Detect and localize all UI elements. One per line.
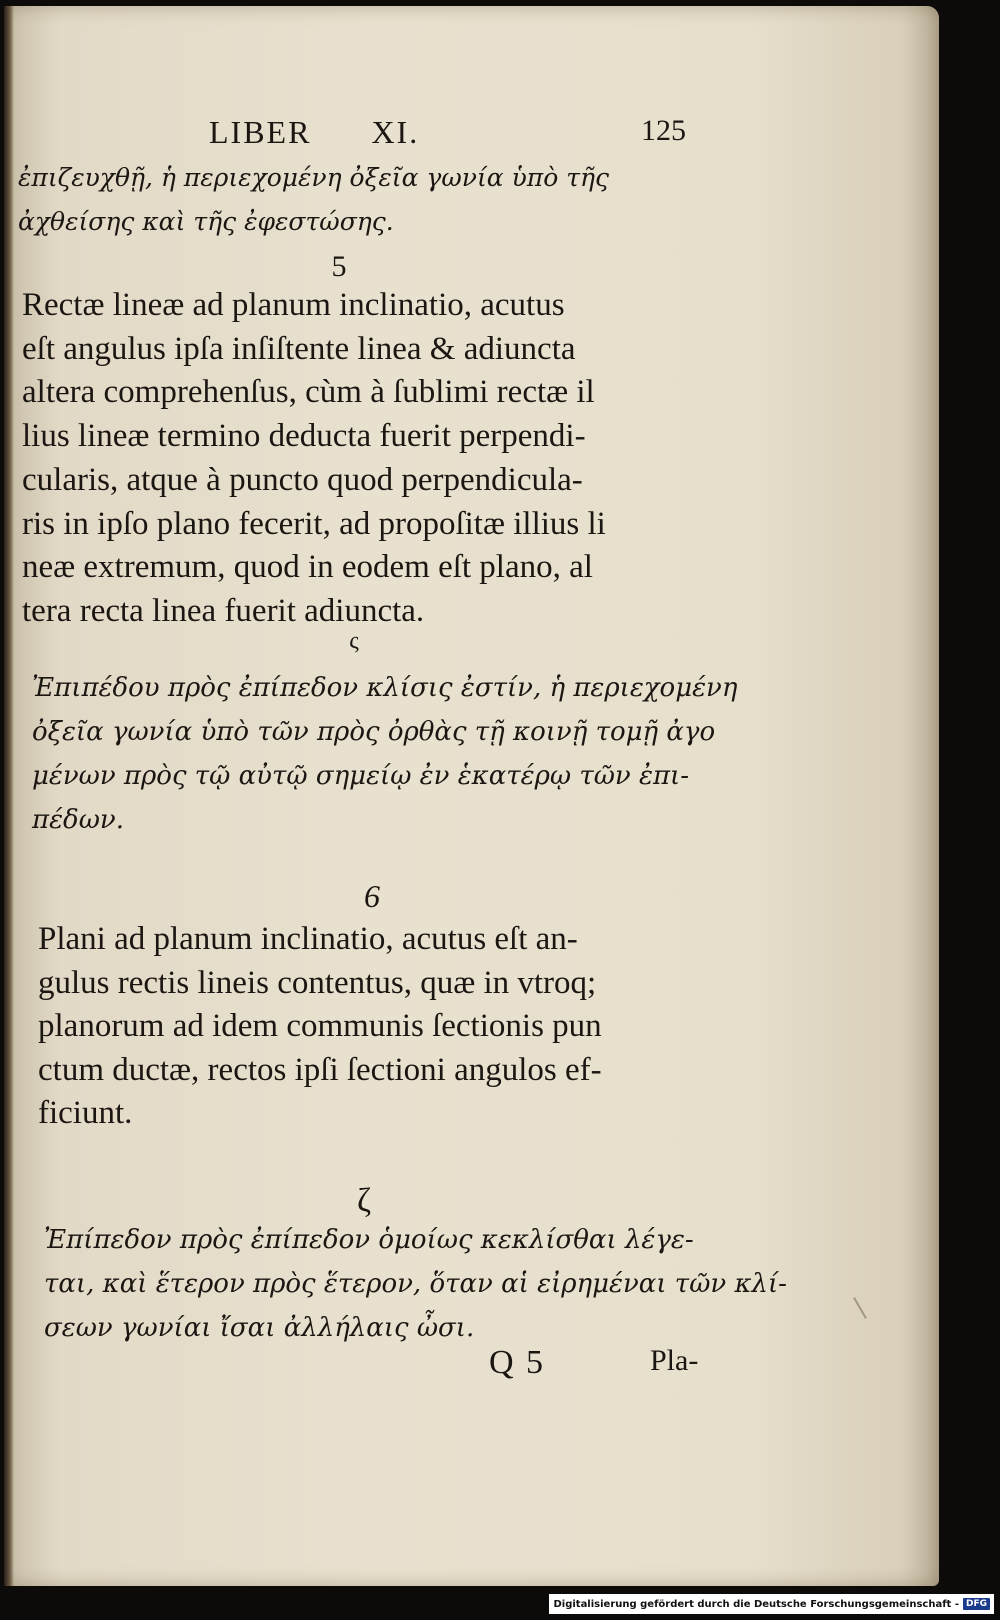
running-head: LIBER XI. [209, 114, 420, 150]
text-line: Ἐπίπεδον πρὸς ἐπίπεδον ὁμοίως κεκλίσθαι λέγε- [44, 1225, 694, 1255]
definition-greek-7 [44, 1218, 787, 1350]
text-line: Rectæ lineæ ad planum inclinatio, acutus [22, 287, 565, 323]
text-line: ficiunt. [38, 1095, 133, 1132]
text-line: Plani ad planum inclinatio, acutus eſt an- [38, 921, 578, 957]
text-line: neæ extremum, quod in eodem eſt plano, al [22, 549, 593, 586]
greek-intro-text [18, 156, 698, 244]
greek-number-6: ς [349, 628, 359, 654]
text-line: πέδων. [32, 805, 124, 835]
pencil-mark [853, 1297, 867, 1319]
greek-number-7: ζ [356, 1182, 372, 1219]
binding-edge [4, 6, 14, 1586]
text-line: tera recta linea fuerit adiuncta. [22, 592, 425, 629]
text-line: ἐπιζευχθῇ, ἡ περιεχομένη ὀξεῖα γωνία ὑπὸ τῆς [18, 163, 610, 192]
page-number: 125 [641, 114, 686, 147]
text-line: cularis, atque à puncto quod perpendicula- [22, 461, 583, 498]
book-page [4, 6, 939, 1586]
signature-mark: Q 5 [489, 1344, 546, 1381]
catchword: Pla- [650, 1344, 699, 1377]
text-line: ται, καὶ ἕτερον πρὸς ἕτερον, ὅταν αἱ εἰρημέναι τῶν κλί- [44, 1269, 787, 1299]
text-line: ἀχθείσης καὶ τῆς ἐφεστώσης. [18, 207, 394, 236]
text-line: ὀξεῖα γωνία ὑπὸ τῶν πρὸς ὀρθὰς τῇ κοινῇ τομῇ ἀγο [32, 717, 716, 747]
text-line: eſt angulus ipſa inſiſtente linea & adiuncta [22, 330, 576, 367]
text-line: Ἐπιπέδου πρὸς ἐπίπεδον κλίσις ἐστίν, ἡ περιεχομένη [32, 673, 738, 703]
definition-5-latin [22, 284, 702, 634]
definition-number-6: 6 [364, 878, 380, 914]
text-line: planorum ad idem communis ſectionis pun [38, 1008, 602, 1045]
dfg-logo: DFG [963, 1598, 990, 1610]
text-line: σεων γωνίαι ἴσαι ἀλλήλαις ὦσι. [44, 1313, 475, 1343]
text-line: lius lineæ termino deducta fuerit perpendi- [22, 418, 586, 455]
credit-text: Digitalisierung gefördert durch die Deutsche Forschungsgemeinschaft - [553, 1598, 959, 1610]
definition-6-latin [38, 918, 718, 1136]
text-line: gulus rectis lineis contentus, quæ in vtroq; [38, 964, 597, 1001]
text-line: altera comprehenſus, cùm à ſublimi rectæ il [22, 374, 595, 411]
definition-greek-6 [32, 666, 738, 842]
text-line: μένων πρὸς τῷ αὐτῷ σημείῳ ἐν ἑκατέρῳ τῶν ἐπι- [32, 761, 690, 791]
text-line: ris in ipſo plano fecerit, ad propoſitæ illius li [22, 505, 606, 542]
text-line: ctum ductæ, rectos ipſi ſectioni angulos ef- [38, 1051, 602, 1088]
definition-number-5: 5 [331, 250, 347, 283]
digitization-credit [549, 1594, 994, 1614]
